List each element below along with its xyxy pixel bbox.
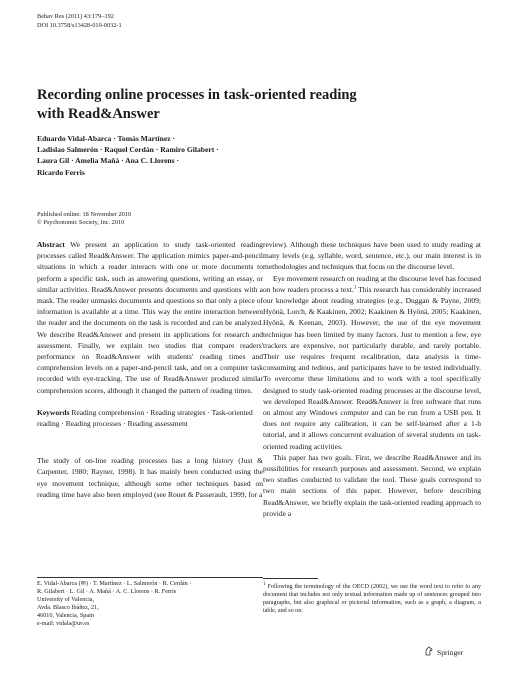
footnote-divider <box>263 578 318 579</box>
intro-paragraph: The study of on-line reading processes has a long history (Just & Carpenter, 1980; Rayner, 1998). It has mainly been conducted using the eye movement technique, although some other techniques based on reading time have also been employed (see Rouet & Passerault, 1999, for a <box>37 456 263 499</box>
affiliation-line: R. Gilabert · L. Gil · A. Mañá · A. C. Llorens · R. Ferris <box>37 588 177 596</box>
doi: DOI 10.3758/s13428-010-0032-1 <box>37 22 122 29</box>
journal-citation: Behav Res (2011) 43:179–192 <box>37 13 114 20</box>
springer-horse-icon <box>424 646 434 658</box>
affiliation-email: e-mail: vidala@uv.es <box>37 620 90 628</box>
title-line-2: with Read&Answer <box>37 106 160 122</box>
publisher-logo <box>424 646 463 658</box>
affiliation-line: E. Vidal-Abarca (✉) · T. Martínez · L. Salmerón · R. Cerdán · <box>37 580 192 587</box>
published-date: Published online: 18 November 2010 <box>37 211 132 218</box>
left-column <box>37 239 263 500</box>
footnote <box>263 583 481 615</box>
paragraph-review: review). Although these techniques have been used to study reading at many levels (e.g. syllable, word, sentence, etc.), our main interest is in methodologies and techniques that focus on the discourse level. <box>263 240 481 272</box>
author-line: Ricardo Ferris <box>37 167 85 177</box>
right-column <box>263 239 481 519</box>
publication-info <box>37 211 131 227</box>
footnote-text: Following the terminology of the OECD (2002), we use the word text to refer to any document that includes not only textual information made up of sentences grouped into paragraphs, but also graphical or pictorial information, such as a graph, a diagram, a table, and so on. <box>263 584 481 615</box>
title-line-1: Recording online processes in task-oriented reading <box>37 87 357 103</box>
abstract-label: Abstract <box>37 240 65 249</box>
copyright: © Psychonomic Society, Inc. 2010 <box>37 219 125 226</box>
footnote-number: 1 <box>263 581 266 587</box>
paragraph-eye-movement <box>263 273 481 452</box>
author-line: Laura Gil · Amelia Mañá · Ana C. Llorens · <box>37 156 180 166</box>
keywords <box>37 407 263 429</box>
author-list <box>37 133 307 178</box>
abstract <box>37 239 263 396</box>
article-title <box>37 86 437 124</box>
paragraph-text: This research has considerably increased our knowledge about reading strategies (e.g., Duggan & Payne, 2009; Hyönä, Lorch, & Kaakinen, 2002; Kaakinen & Hyönä, 2005; Kaakinen, Hyönä, & Keenan, 2003). However, the use of the eye movement technique has been limited by many factors. Just to mention a few, eye trackers are expensive, not particularly durable, and rarely portable. Their use requires frequent recalibration, data analysis is time-consuming and tedious, and participants have to be tested individually. To overcome these limitations and to work with a tool specifically designed to study task-oriented reading processes at the discourse level, we developed Read&Answer. Read&Answer is free software that runs on almost any Windows computer and can be run from a USB pen. It does not require any calibration, it can be self-learned after a 1-h tutorial, and it allows concurrent evaluation of several students on task-oriented reading activities. <box>263 284 482 451</box>
author-line: Ladislao Salmerón · Raquel Cerdán · Ramiro Gilabert · <box>37 145 219 155</box>
paragraph-text: Eye movement research on reading at the discourse level has focused on how readers process a text. <box>263 273 481 294</box>
affiliation <box>37 580 263 629</box>
publisher-name: Springer <box>437 647 464 657</box>
abstract-text: We present an application to study task-oriented reading processes called Read&Answer. The application mimics paper-and-pencil situations in which a reader interacts with one or more documents to perform a specific task, such as answering questions, writing an essay, or similar activities. Read&Answer presents documents and questions with a mask. The reader unmasks documents and questions so that only a piece of information is available at a time. This way the entire interaction between the reader and the documents on the task is recorded and can be analyzed. We describe Read&Answer and present its applications for research and assessment. Finally, we explain two studies that compare readers' performance on Read&Answer with students' reading times and comprehension levels on a paper-and-pencil task, and on a computer task recorded with eye-tracking. The use of Read&Answer produced similar comprehension scores, although it changed the pattern of reading times. <box>37 240 264 395</box>
affiliation-line: 46010, Valencia, Spain <box>37 612 94 620</box>
keywords-text: Reading comprehension · Reading strategies · Task-oriented reading · Reading processes · Reading assessment <box>37 407 253 429</box>
keywords-label: Keywords <box>37 407 70 417</box>
author-line: Eduardo Vidal-Abarca · Tomás Martínez · <box>37 134 176 143</box>
affiliation-line: University of Valencia, <box>37 596 95 604</box>
affiliation-line: Avda. Blasco Ibáñez, 21, <box>37 604 99 612</box>
footnote-ref: 1 <box>353 285 357 291</box>
affiliation-divider <box>37 577 263 578</box>
paragraph-goals: This paper has two goals. First, we describe Read&Answer and its possibilities for research purposes and assessment. Second, we explain two studies conducted to validate the tool. These goals correspond to two main sections of this paper. However, before describing Read&Answer, we briefly explain the task-oriented reading approach to provide a <box>263 452 481 518</box>
